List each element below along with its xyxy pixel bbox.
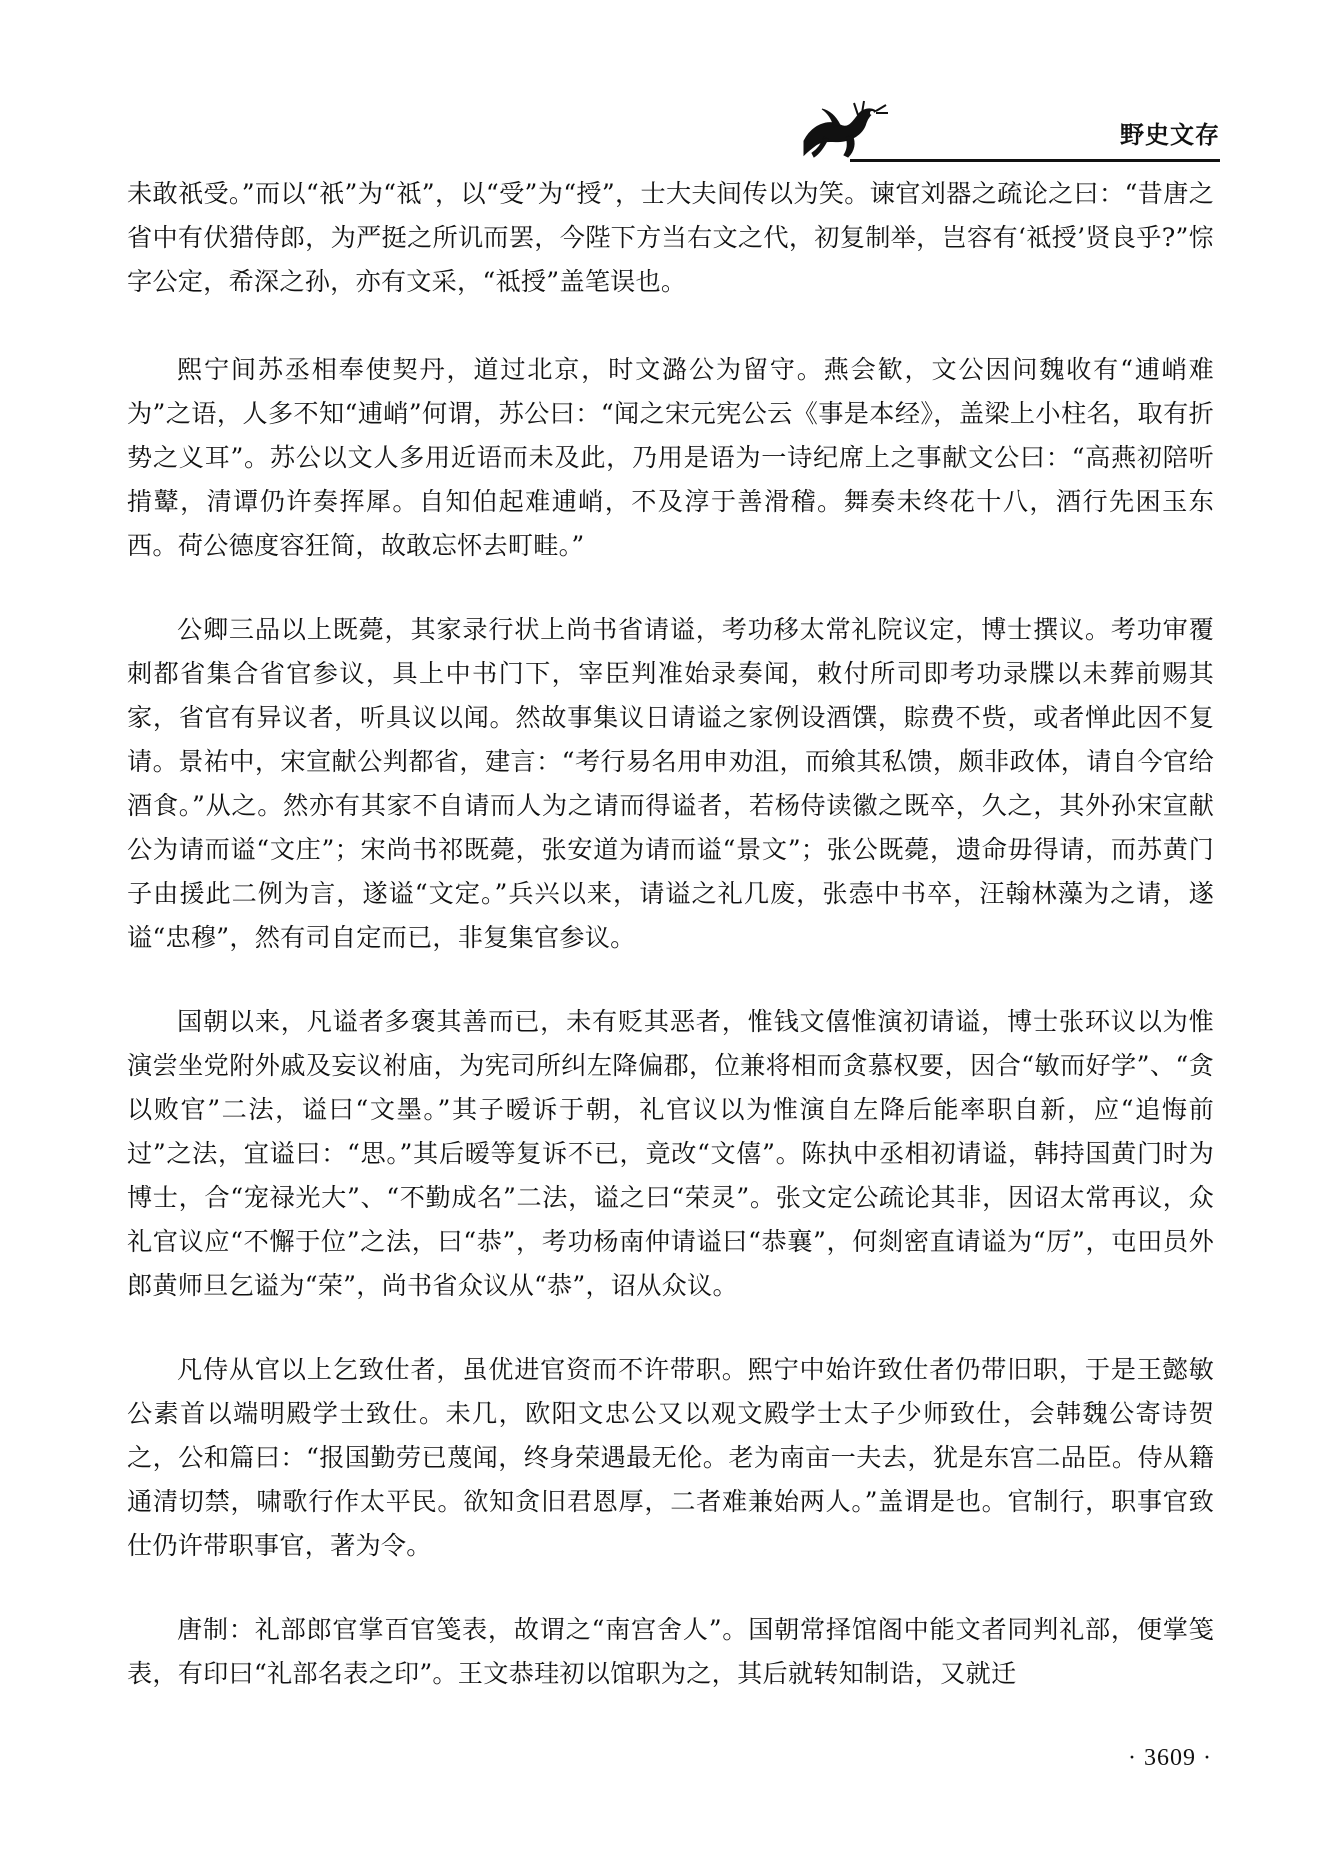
running-header-title: 野史文存 xyxy=(1120,121,1220,149)
dragon-emblem-icon xyxy=(794,95,890,161)
paragraph: 凡侍从官以上乞致仕者，虽优进官资而不许带职。熙宁中始许致仕者仍带旧职，于是王懿敏公素首以端明殿学士致仕。未几，欧阳文忠公又以观文殿学士太子少师致仕，会韩魏公寄诗贺之，公和篇曰：“报国勤劳已蔑闻，终身荣遇最无伦。老为南亩一夫去，犹是东宫二品臣。侍从籍通清切禁，啸歌行作太平民。欲知贪旧君恩厚，二者难兼始两人。”盖谓是也。官制行，职事官致仕仍许带职事官，著为令。 xyxy=(127,1355,1214,1560)
paragraph: 公卿三品以上既薨，其家录行状上尚书省请谥，考功移太常礼院议定，博士撰议。考功审覆刺都省集合省官参议，具上中书门下，宰臣判准始录奏闻，敕付所司即考功录牒以未葬前赐其家，省官有异议者，听具议以闻。然故事集议日请谥之家例设酒馔，賩费不赀，或者惮此因不复请。景祐中，宋宣献公判都省，建言：“考行易名用申劝沮，而飨其私馈，颇非政体，请自今官给酒食。”从之。然亦有其家不自请而人为之请而得谥者，若杨侍读徽之既卒，久之，其外孙宋宣献公为请而谥“文庄”；宋尚书祁既薨，张安道为请而谥“景文”；张公既薨，遗命毋得请，而苏黄门子由援此二例为言，遂谥“文定。”兵兴以来，请谥之礼几废，张悫中书卒，汪翰林藻为之请，遂谥“忠穆”，然有司自定而已，非复集官参议。 xyxy=(127,615,1214,952)
header-rule xyxy=(850,159,1220,162)
page-number: · 3609 · xyxy=(1128,1745,1212,1771)
body-text xyxy=(127,172,1214,1736)
paragraph: 未敢祇受。”而以“祇”为“祗”，以“受”为“授”，士大夫间传以为笑。谏官刘器之疏论之曰：“昔唐之省中有伏猎侍郎，为严挺之所讥而罢，今陛下方当右文之代，初复制举，岂容有‘祗授’贤良乎?”悰字公定，希深之孙，亦有文采，“祗授”盖笔误也。 xyxy=(127,179,1214,296)
paragraph: 国朝以来，凡谥者多褒其善而已，未有贬其恶者，惟钱文僖惟演初请谥，博士张环议以为惟演尝坐党附外戚及妄议祔庙，为宪司所纠左降偏郡，位兼将相而贪慕权要，因合“敏而好学”、“贪以败官”二法，谥曰“文墨。”其子暧诉于朝，礼官议以为惟演自左降后能率职自新，应“追悔前过”之法，宜谥曰：“思。”其后暧等复诉不已，竟改“文僖”。陈执中丞相初请谥，韩持国黄门时为博士，合“宠禄光大”、“不勤成名”二法，谥之曰“荣灵”。张文定公疏论其非，因诏太常再议，众礼官议应“不懈于位”之法，曰“恭”，考功杨南仲请谥曰“恭襄”，何剡密直请谥为“厉”，屯田员外郎黄师旦乞谥为“荣”，尚书省众议从“恭”，诏从众议。 xyxy=(127,1007,1214,1300)
running-header xyxy=(790,95,1220,165)
paragraph: 唐制：礼部郎官掌百官笺表，故谓之“南宫舍人”。国朝常择馆阁中能文者同判礼部，便掌笺表，有印曰“礼部名表之印”。王文恭珪初以馆职为之，其后就转知制诰，又就迁 xyxy=(127,1615,1214,1688)
paragraph: 熙宁间苏丞相奉使契丹，道过北京，时文潞公为留守。燕会歓，文公因问魏收有“逋峭难为”之语，人多不知“逋峭”何谓，苏公曰：“闻之宋元宪公云《事是本经》，盖梁上小柱名，取有折势之义耳”。苏公以文人多用近语而未及此，乃用是语为一诗纪席上之事献文公曰：“高燕初陪听掯鼙，清谭仍许奏挥犀。自知伯起难逋峭，不及淳于善滑稽。舞奏未终花十八，酒行先困玉东西。荷公德度容狂简，故敢忘怀去町畦。” xyxy=(127,355,1214,560)
